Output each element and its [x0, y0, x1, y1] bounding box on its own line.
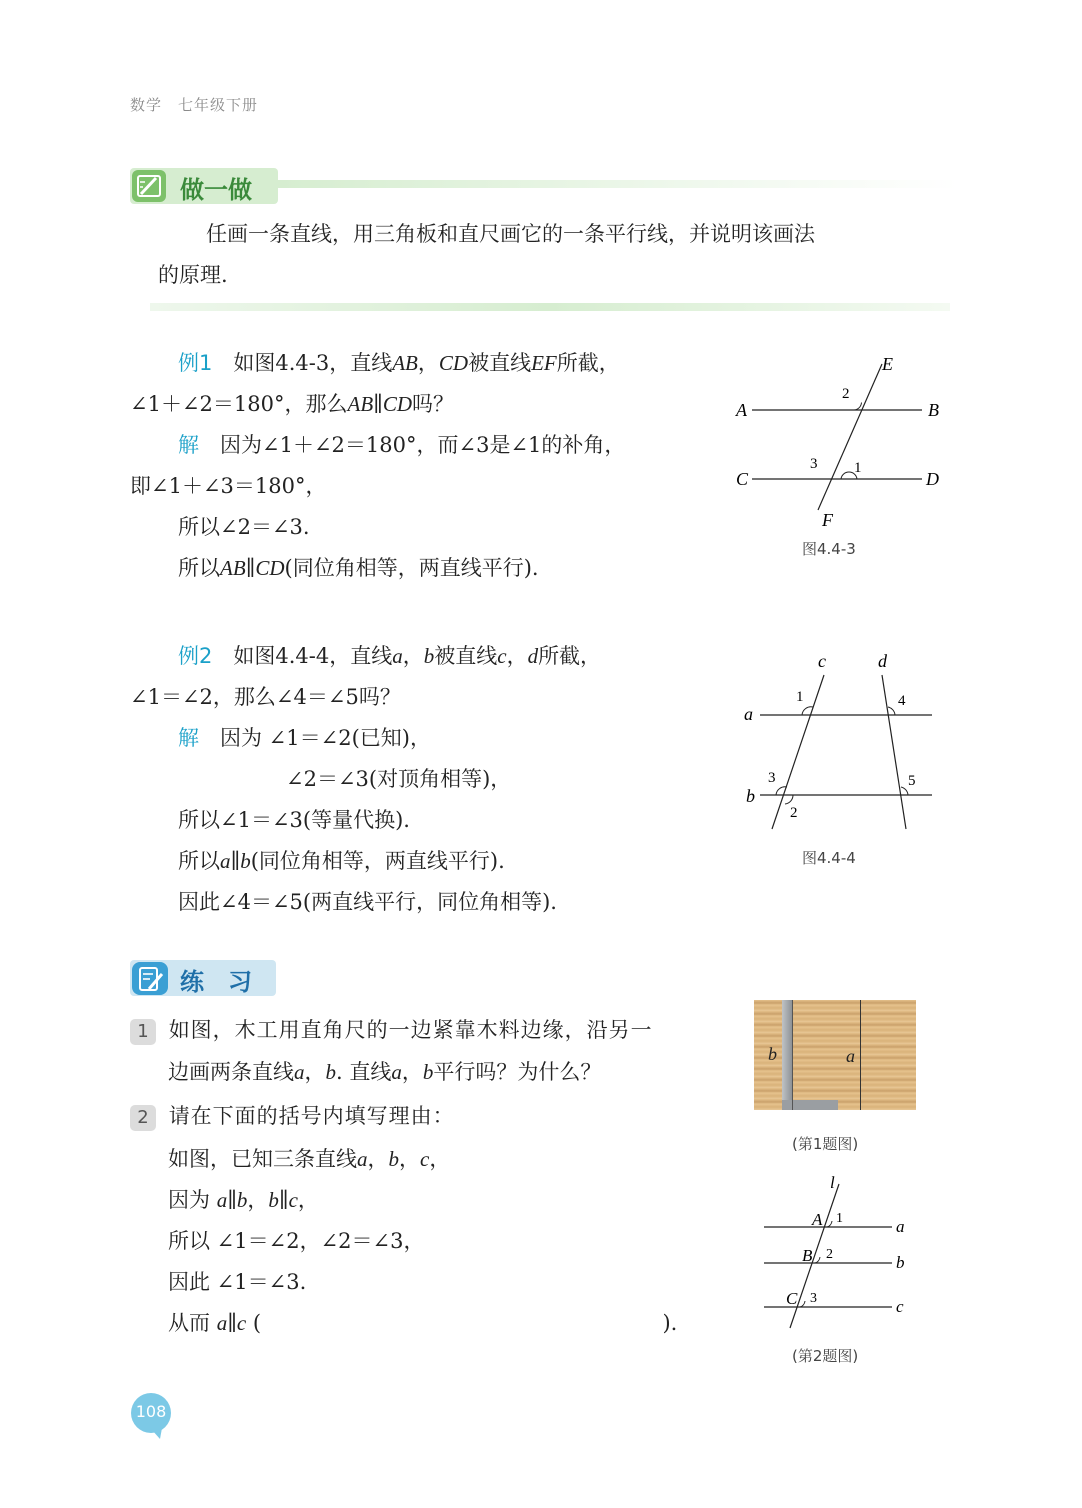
figure-4-4-3	[730, 350, 950, 530]
var-a: a	[216, 1188, 228, 1212]
var-b: b	[388, 1147, 399, 1171]
text: 所以	[178, 849, 220, 873]
var-a: a	[357, 1147, 368, 1171]
fig3-angle-3: 3	[810, 1291, 817, 1306]
line-a	[860, 1000, 861, 1110]
practice1-line1	[130, 1010, 653, 1051]
fig1-label-F: F	[822, 510, 833, 530]
fig3-label-B: B	[802, 1246, 813, 1265]
carpenter-square-foot	[782, 1100, 838, 1110]
note-pencil-icon	[132, 962, 168, 995]
fig2-angle-3: 3	[768, 770, 776, 786]
practice2-line1	[130, 1096, 455, 1137]
var-AB: AB	[220, 556, 246, 580]
example1-solution-line1	[178, 425, 625, 466]
fig1-label-A: A	[736, 400, 747, 420]
example2-label: 例2	[178, 644, 213, 668]
fig2-angle-1: 1	[796, 689, 804, 705]
var-c: c	[288, 1188, 298, 1212]
example1-question-line1	[178, 343, 620, 384]
fig1-label-B: B	[928, 400, 939, 420]
var-AB: AB	[347, 392, 374, 416]
fig1-angle-1: 1	[854, 460, 862, 476]
var-a: a	[392, 644, 403, 668]
example2-question-line1	[178, 636, 601, 677]
activity-body-line2: 的原理.	[158, 263, 228, 287]
activity-bottom-rule	[150, 303, 950, 311]
text: 被直线	[468, 351, 532, 375]
text: 因为	[168, 1188, 217, 1212]
example1-solution-line2: 即∠1＋∠3＝180°，	[130, 474, 327, 498]
text: (同位角相等，两直线平行).	[250, 849, 505, 873]
pencil-ruler-icon	[132, 170, 166, 202]
text: ，	[429, 1147, 451, 1171]
var-c: c	[420, 1147, 430, 1171]
text: 因为∠1＋∠2＝180°，而∠3是∠1的补角，	[220, 433, 626, 457]
example2-solution-label: 解	[178, 726, 199, 750]
fig2-label-a: a	[744, 704, 753, 724]
fig3-angle-1: 1	[836, 1211, 843, 1226]
example2-solution-line2: ∠2＝∠3(对顶角相等)，	[286, 767, 512, 791]
var-b: b	[240, 849, 251, 873]
text: 如图4.4-3，直线	[233, 351, 393, 375]
fig1-angle-2: 2	[842, 386, 850, 402]
page-number-badge	[130, 1392, 172, 1434]
practice-title: 练 习	[180, 968, 252, 996]
fig3-label-c: c	[896, 1297, 904, 1316]
var-CD: CD	[255, 556, 285, 580]
practice2-line4: 所以 ∠1＝∠2，∠2＝∠3，	[168, 1229, 425, 1253]
var-b: b	[423, 644, 435, 668]
fig3-label-C: C	[786, 1289, 798, 1308]
fig1-label-E: E	[882, 354, 893, 374]
var-a: a	[216, 1311, 228, 1335]
example1-label: 例1	[178, 351, 213, 375]
var-AB: AB	[392, 351, 418, 375]
parallel-symbol: ∥	[373, 392, 383, 416]
practice2-line5: 因此 ∠1＝∠3.	[168, 1270, 307, 1294]
practice1-line2	[168, 1052, 601, 1093]
var-b: b	[422, 1060, 434, 1084]
text: 平行吗？为什么？	[433, 1060, 602, 1084]
example1-solution-line4	[178, 548, 539, 589]
text: 如图4.4-4，直线	[233, 644, 393, 668]
header-subject: 数学	[130, 96, 163, 114]
fig1-label-D: D	[926, 469, 939, 489]
var-b: b	[236, 1188, 248, 1212]
figure-4-4-4	[738, 645, 938, 840]
practice1-number: 1	[130, 1019, 156, 1045]
practice-header	[130, 958, 280, 998]
example2-solution-line1	[178, 718, 431, 759]
text: ，	[401, 1060, 423, 1084]
practice2-line2	[168, 1139, 450, 1180]
practice2-figure	[750, 1170, 920, 1335]
example1-question-line2	[130, 384, 454, 425]
text: 因为 ∠1＝∠2(已知)，	[220, 726, 431, 750]
text: 所以	[178, 556, 220, 580]
text: (同位角相等，两直线平行).	[284, 556, 539, 580]
example2-solution-line4	[178, 841, 505, 882]
fig3-angle-2: 2	[826, 1247, 833, 1262]
example2-solution-line5: 因此∠4＝∠5(两直线平行，同位角相等).	[178, 890, 557, 914]
text: ，	[506, 644, 528, 668]
line-b-edge	[792, 1000, 793, 1110]
var-a: a	[220, 849, 231, 873]
photo-label-a: a	[846, 1046, 855, 1066]
practice2-caption: (第2题图)	[792, 1347, 859, 1365]
var-a: a	[294, 1060, 305, 1084]
parallel-symbol: ∥	[227, 1311, 237, 1335]
fig2-label-b: b	[746, 786, 755, 806]
text: . 直线	[336, 1060, 392, 1084]
wood-photo	[754, 1000, 916, 1110]
text: 如图，木工用直角尺的一边紧靠木料边缘，沿另一	[168, 1018, 653, 1042]
text: ，	[304, 1060, 326, 1084]
header-grade: 七年级下册	[178, 96, 259, 114]
fig2-angle-2: 2	[790, 805, 798, 821]
var-EF: EF	[531, 351, 557, 375]
var-a: a	[391, 1060, 402, 1084]
text: (	[246, 1311, 262, 1335]
var-c: c	[236, 1311, 247, 1335]
text: 所截，	[538, 644, 602, 668]
activity-title: 做一做	[180, 176, 252, 204]
figure-4-4-4-caption: 图4.4-4	[802, 849, 856, 867]
text: ，	[367, 1147, 389, 1171]
var-d: d	[527, 644, 539, 668]
parallel-symbol: ∥	[227, 1188, 237, 1212]
running-header	[130, 94, 274, 115]
photo-label-b: b	[768, 1044, 777, 1064]
text: ，	[402, 644, 424, 668]
text: ，	[297, 1188, 319, 1212]
activity-body-line1: 任画一条直线，用三角板和直尺画它的一条平行线，并说明该画法	[206, 222, 815, 246]
text: 如图，已知三条直线	[168, 1147, 357, 1171]
fig3-label-a: a	[896, 1217, 905, 1236]
fig2-angle-5: 5	[908, 773, 916, 789]
fig2-label-c: c	[818, 651, 826, 671]
figure-4-4-3-caption: 图4.4-3	[802, 540, 856, 558]
carpenter-square-vertical	[782, 1000, 792, 1110]
text: ∠1＋∠2＝180°，那么	[130, 392, 348, 416]
fig3-label-A: A	[812, 1210, 823, 1229]
example1-solution-line3: 所以∠2＝∠3.	[178, 515, 310, 539]
fig2-angle-4: 4	[898, 693, 906, 709]
parallel-symbol: ∥	[245, 556, 256, 580]
fig3-label-b: b	[896, 1253, 905, 1272]
text: 边画两条直线	[168, 1060, 294, 1084]
example2-question-line2: ∠1＝∠2，那么∠4＝∠5吗？	[130, 685, 401, 709]
practice2-line3	[168, 1180, 319, 1221]
example2-solution-line3: 所以∠1＝∠3(等量代换).	[178, 808, 410, 832]
example1-solution-label: 解	[178, 433, 199, 457]
var-CD: CD	[382, 392, 413, 416]
parallel-symbol: ∥	[230, 849, 241, 873]
practice2-line6	[168, 1303, 713, 1344]
var-b: b	[268, 1188, 279, 1212]
var-b: b	[325, 1060, 336, 1084]
var-c: c	[497, 644, 507, 668]
text: 从而	[168, 1311, 217, 1335]
activity-header	[130, 166, 960, 206]
fig2-label-d: d	[878, 651, 887, 671]
fig1-angle-3: 3	[810, 456, 818, 472]
text: 所截，	[556, 351, 620, 375]
text: ，	[247, 1188, 269, 1212]
text: ，	[417, 351, 439, 375]
text: 吗？	[412, 392, 455, 416]
page-number: 108	[135, 1402, 167, 1421]
activity-header-rule	[278, 180, 958, 188]
text: 请在下面的括号内填写理由：	[168, 1104, 455, 1128]
var-CD: CD	[438, 351, 469, 375]
practice2-number: 2	[130, 1105, 156, 1131]
fig1-label-C: C	[736, 469, 749, 489]
parallel-symbol: ∥	[278, 1188, 289, 1212]
practice1-caption: (第1题图)	[792, 1135, 859, 1153]
text: ，	[399, 1147, 420, 1171]
text: 被直线	[434, 644, 498, 668]
fig3-label-l: l	[830, 1173, 835, 1192]
text: ).	[662, 1311, 678, 1335]
